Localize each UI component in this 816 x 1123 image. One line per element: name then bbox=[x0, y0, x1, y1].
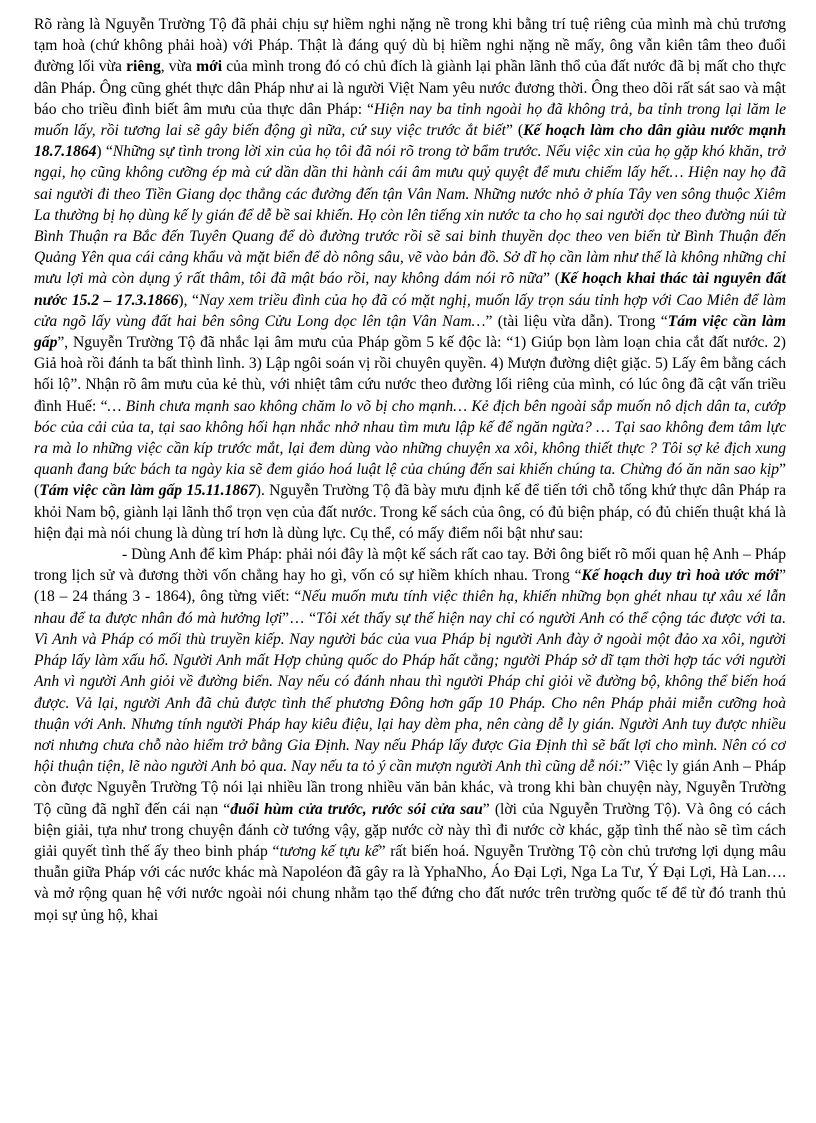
cited-title: Kế hoạch làm cho dân giàu nước mạnh 18.7.1864 bbox=[34, 122, 786, 161]
quoted-text: Nay xem triều đình của họ đã có mặt nghị, muốn lấy trọn sáu tỉnh hợp với Cao Miên để làm cửa ngõ lấy vùng đất hai bên sông Cửu Long dọc lên tận Vân Nam… bbox=[34, 291, 786, 330]
body-text: ” (tài liệu vừa dẫn). Trong “ bbox=[485, 312, 668, 330]
body-text: ”, Nguyễn Trường Tộ đã nhắc lại âm mưu của Pháp gồm 5 kế độc là: “1) Giúp bọn làm loạn chia cắt đất nước. 2) Giả hoà rồi đánh ta bất thình lình. 3) Lập ngôi soán vị rồi chuyên quyền. 4) Mượn đường diệt giặc. 5) Lấy êm bằng cách hối lộ”. Nhận rõ âm mưu của kẻ thù, với nhiệt tâm cứu nước theo đường lối riêng của mình, có lúc ông đã cật vấn triều đình Huế: “ bbox=[34, 334, 786, 415]
cited-title: Kế hoạch duy trì hoà ước mới bbox=[581, 567, 780, 585]
cited-title: đuổi hùm cửa trước, rước sói cửa sau bbox=[230, 800, 483, 818]
cited-title: Tám việc cần làm gấp 15.11.1867 bbox=[39, 482, 256, 500]
quoted-text: Nếu muốn mưu tính việc thiên hạ, khiến những bọn ghét nhau tự xâu xé lẫn nhau để ta được nhân đó mà hưởng lợi bbox=[34, 588, 786, 627]
body-text: ” rất biến hoá. Nguyễn Trường Tộ còn chủ trương lợi dụng mâu thuẫn giữa Pháp với các nước khác mà Napoléon đã gây ra là YphaNho, Áo Đại Lợi, Nga La Tư, Ý Đại Lợi, Hà Lan…. và mở rộng quan hệ với nước ngoài nói chung nhằm tạo thế đứng cho đất nước trên trường quốc tế để từ đó tranh thủ mọi sự ủng hộ, khai bbox=[34, 842, 786, 924]
cited-title: Kế hoạch khai thác tài nguyên đất nước 15.2 – 17.3.1866 bbox=[34, 270, 786, 309]
body-text: Rõ ràng là Nguyễn Trường Tộ đã phải chịu sự hiềm nghi nặng nề trong khi bằng trí tuệ riêng của mình mà chủ trương tạm hoà (chứ không phải hoà) với Pháp. Thật là đáng quý dù bị hiềm nghi nặng nề mấy, ông vẫn kiên tâm theo đuổi đường lối vừa bbox=[34, 16, 786, 76]
bold-text: mới bbox=[196, 58, 223, 76]
body-text: - Dùng Anh để kìm Pháp: phải nói đây là một kế sách rất cao tay. Bởi ông biết rõ mối quan hệ Anh – Pháp trong lịch sử và đương thời vốn chẳng hay ho gì, vốn có sự hiềm khích nhau. Trong “ bbox=[34, 546, 786, 585]
paragraph bbox=[34, 14, 786, 544]
body-text: ” ( bbox=[506, 122, 524, 140]
body-text: ” ( bbox=[543, 270, 560, 288]
paragraph bbox=[34, 544, 786, 926]
body-text: ” Việc ly gián Anh – Pháp còn được Nguyễn Trường Tộ nói lại nhiều lần trong nhiều văn bản khác, và trong khi bàn chuyện này, Nguyễn Trường Tộ cũng đã nghĩ đến cái nạn “ bbox=[34, 758, 786, 818]
body-text: ” ( bbox=[34, 461, 786, 500]
quoted-text: Hiện nay ba tỉnh ngoài họ đã không trả, ba tỉnh trong lại lăm le muốn lấy, rồi tương lai sẽ gây biến động gì nữa, cứ suy việc trước ắt biết bbox=[34, 100, 786, 140]
body-text: của mình trong đó có chủ đích là giành lại phần lãnh thổ của đất nước đã bị mất cho thực dân Pháp. Ông cũng ghét thực dân Pháp như ai là người Việt Nam yêu nước đương thời. Ông theo dõi rất sát sao và mật báo cho triều đình biết âm mưu của thực dân Pháp: “ bbox=[34, 58, 786, 118]
quoted-text: tương kế tựu kế bbox=[279, 842, 379, 860]
body-text: ) “ bbox=[96, 143, 113, 161]
quoted-text: … Binh chưa mạnh sao không chăm lo võ bị cho mạnh… Kẻ địch bên ngoài sắp muốn nô dịch dân ta, cướp bóc của cải của ta, tại sao không hối hạn nhắc nhở nhau tìm mưu lập kế để ngăn ngừa? … Tại sao không đem tâm lực ra mà lo những việc cần kíp trước mắt, lại đem dùng vào những chuyện xa xôi, không thiết thực ? Tôi sợ kẻ địch xung quanh đang bức bách ta ngày kia sẽ đem giáo hoá luật lệ của chúng đến sai khiến chúng ta. Chừng đó ăn năn sao kịp bbox=[34, 397, 786, 479]
quoted-text: Những sự tình trong lời xin của họ tôi đã nói rõ trong tờ bẩm trước. Nếu việc xin của họ gặp khó khăn, trở ngại, họ cũng không cưỡng ép mà cứ dần dần thi hành cái âm mưu quỷ quyệt để mưu chiếm lấy hết… Hiện nay họ đã sai người đi theo Tiền Giang dọc thẳng các đường đến tận Vân Nam. Những nước nhỏ ở phía Tây ven sông thuộc Xiêm La thường bị họ dùng kế ly gián để dễ bề sai khiến. Họ còn lên tiếng xin nước ta cho họ sai người dọc theo đường núi từ Bình Thuận ra Bắc đến Tuyên Quang để dò đường trước rồi sẽ sai binh thuyền dọc theo ven biển từ Bình Thuận đến Quảng Yên qua cái cảng khẩu và mặt biển để dò nông sâu, vẽ vào bản đồ. Sở dĩ họ cần làm như thế là không những chỉ mưu lợi mà còn dụng ý rất thâm, tôi đã mật báo rồi, nay không dám nói rõ nữa bbox=[34, 143, 786, 288]
quoted-text: Tôi xét thấy sự thế hiện nay chỉ có người Anh có thể cộng tác được với ta. Vì Anh và Pháp có mối thù truyền kiếp. Nay người bác của vua Pháp bị người Anh đày ở ngoài một đảo xa xôi, người Pháp lấy làm xấu hổ. Người Anh mất Hợp chủng quốc do Pháp hất cẳng; người Pháp sở dĩ tạm thời hợp tác với người Anh vì người Anh giỏi về đường biển. Nay nếu có đánh nhau thì người Pháp chỉ giỏi về đường bộ, không thể biến hoá được. Vả lại, người Anh đã chủ được tình thế phương Đông hơn gấp 10 Pháp. Cho nên Pháp phải miễn cưỡng hoà thuận với Anh. Nhưng tính người Pháp hay kiêu điệu, lại hay dèm pha, nên càng dễ ly gián. Người Anh tuy được nhiều nơi nhưng chưa chỗ nào hiểm trở bằng Gia Định. Nay nếu Pháp lấy được Gia Định thì sẽ bất lợi cho mình. Nên có cơ hội thuận tiện, lẽ nào người Anh bỏ qua. Nay nếu ta tỏ ý cần mượn người Anh thì cũng dễ nói: bbox=[34, 609, 786, 776]
cited-title: Tám việc cần làm gấp bbox=[34, 312, 786, 352]
body-text: ” (18 – 24 tháng 3 - 1864), ông từng viết: “ bbox=[34, 567, 786, 606]
body-text: ), “ bbox=[178, 291, 199, 309]
bold-text: riêng bbox=[126, 58, 161, 76]
body-text: ). Nguyễn Trường Tộ đã bày mưu định kế để tiến tới chỗ tống khứ thực dân Pháp ra khỏi Nam bộ, giành lại lãnh thổ trọn vẹn của đất nước. Trong kế sách của ông, có đủ biện pháp, có đủ chiến thuật khá là hiện đại mà nói chung là dùng trí hơn là dùng lực. Cụ thể, có mấy điểm nổi bật như sau: bbox=[34, 482, 786, 542]
document-page bbox=[34, 14, 786, 1114]
body-text: ”… “ bbox=[282, 609, 317, 627]
body-text: ” (lời của Nguyễn Trường Tộ). Và ông có cách biện giải, tựa như trong chuyện đánh cờ tướng vậy, gặp nước cờ này thì đi nước cờ khác, gặp tình thế nào sẽ tìm cách giải quyết tình thế ấy theo binh pháp “ bbox=[34, 800, 786, 860]
body-text: , vừa bbox=[160, 58, 197, 76]
